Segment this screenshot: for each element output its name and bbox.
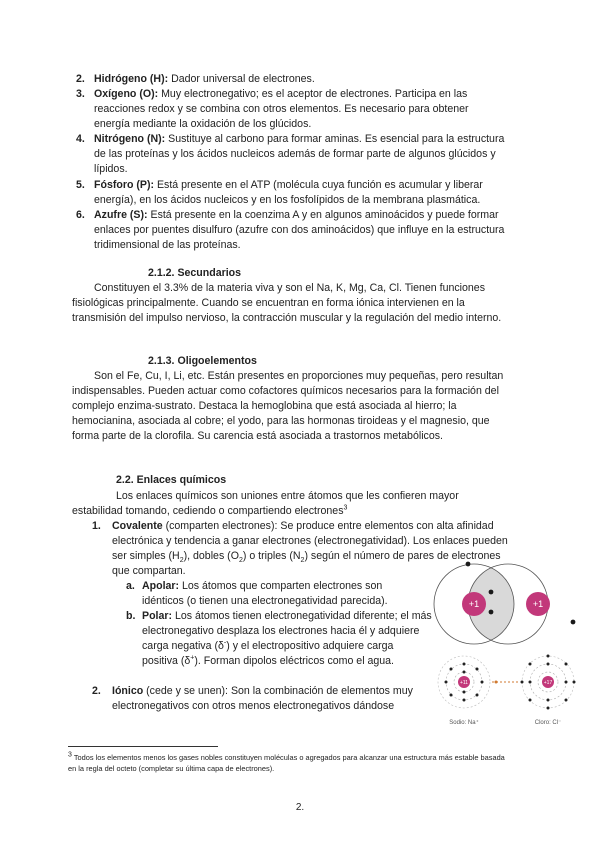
- list-number: 1.: [92, 520, 101, 532]
- sublist-text: ) y el electropositivo adquiere carga positiva (δ: [142, 640, 394, 667]
- nucleus-left-label: +1: [468, 599, 480, 609]
- sodium-atom: [438, 656, 490, 708]
- covalente-text: ) según el número de pares de electrones que compartan.: [112, 550, 501, 577]
- section-heading-secundarios: 2.1.2. Secundarios: [148, 267, 242, 279]
- sublist-term: Apolar:: [142, 580, 180, 592]
- bond-diagram-svg: [430, 556, 600, 736]
- list-term: Azufre (S):: [94, 209, 148, 221]
- paragraph-secundarios: Constituyen el 3.3% de la materia viva y son el Na, K, Mg, Ca, Cl. Tienen funciones fisiológicas principalmente. Cuando se encuentran en forma iónica intervienen en la transmisión del impulso nervioso, la contracción muscular y la regulación del medio interno.: [72, 282, 502, 324]
- list-item: [76, 72, 506, 87]
- list-term: Hidrógeno (H):: [94, 73, 169, 85]
- footnote: [68, 752, 508, 774]
- chlorine-atom: [521, 655, 576, 710]
- superscript: -: [223, 639, 227, 647]
- paragraph-enlaces-intro: [72, 489, 506, 519]
- list-term: Fósforo (P):: [94, 179, 155, 191]
- subscript: 2: [300, 557, 305, 565]
- list-text: Sustituye al carbono para formar aminas. Es esencial para la estructura de las proteínas y los ácidos nucleicos además de formar parte de algunos glúcidos y lípidos.: [94, 133, 505, 175]
- footnote-divider: [68, 746, 218, 747]
- sublist-item-apolar: [126, 579, 418, 609]
- sublist-text: ). Forman dipolos eléctricos como el agua.: [194, 655, 394, 667]
- list-text: Dador universal de electrones.: [168, 73, 315, 85]
- list-term: Iónico: [112, 685, 144, 697]
- list-item-ionico: [92, 684, 430, 714]
- covalente-text: ), dobles (O: [183, 550, 239, 562]
- transferred-electron: [495, 681, 498, 684]
- section-heading-enlaces: 2.2. Enlaces químicos: [116, 474, 227, 486]
- list-term: Nitrógeno (N):: [94, 133, 166, 145]
- chlorine-label: Cloro: Cl⁻: [534, 720, 562, 726]
- list-text: Está presente en la coenzima A y en algunos aminoácidos y puede formar enlaces por puentes disulfuro (azufre con dos aminoácidos) que influye en la estructura tridimensional de las proteínas.: [94, 209, 505, 251]
- list-item: [76, 208, 506, 253]
- sublist-term: Polar:: [142, 610, 173, 622]
- covalente-text: (comparten electrones): Se produce entre elementos con alta afinidad electrónica y tendencia a ganar electrones (electronegatividad). Los enlaces pueden ser simples (H: [112, 520, 508, 562]
- section-heading-oligoelementos: 2.1.3. Oligoelementos: [148, 355, 257, 367]
- footnote-ref[interactable]: 3: [343, 504, 348, 512]
- list-item: [76, 87, 506, 132]
- bond-diagram: [430, 556, 600, 736]
- subscript: 2: [238, 557, 243, 565]
- list-text: Muy electronegativo; es el aceptor de electrones. Participa en las reacciones redox y se combina con otros elementos. Es necesario para obtener energía mediante la oxidación de los glúcidos.: [94, 88, 469, 130]
- paragraph-oligoelementos: Son el Fe, Cu, I, Li, etc. Están presentes en proporciones muy pequeñas, pero resultan indispensables. Pueden actuar como cofactores químicos necesarios para la formación del complejo enzima-sustrato. Destaca la hemoglobina que está asociada al hierro; la hemocianina, asociada al cobre; el yodo, para las hormonas tiroideas y el magnesio, que forma parte de la clorofila. Su carencia está asociada a trastornos metabólicos.: [72, 370, 504, 442]
- list-term: Oxígeno (O):: [94, 88, 159, 100]
- list-number: 6.: [76, 209, 85, 221]
- nucleus-right-label: +1: [532, 599, 544, 609]
- superscript: +: [190, 654, 195, 662]
- footnote-mark: 3: [68, 751, 72, 759]
- sodium-nucleus-label: +11: [459, 680, 469, 686]
- list-number: 2.: [92, 685, 101, 697]
- sublist-item-polar: [126, 609, 432, 669]
- sublist-text: Los átomos tienen electronegatividad diferente; el más electronegativo desplaza los electrones hacia él y adquiere carga negativa (δ: [142, 610, 432, 652]
- list-number: 5.: [76, 179, 85, 191]
- electron: [489, 590, 494, 595]
- electron: [489, 610, 494, 615]
- list-item: [76, 178, 506, 208]
- sublist-letter: a.: [126, 580, 135, 592]
- sodium-label: Sodio: Na⁺: [449, 720, 479, 726]
- covalente-text: ) o triples (N: [242, 550, 301, 562]
- sublist-text: Los átomos que comparten electrones son idénticos (o tienen una electronegatividad parecida).: [142, 580, 388, 607]
- list-number: 3.: [76, 88, 85, 100]
- subscript: 2: [179, 557, 184, 565]
- electron: [466, 562, 471, 567]
- list-text: (cede y se unen): Son la combinación de elementos muy electronegativos con otros menos electronegativos dándose: [112, 685, 413, 712]
- page-number: 2.: [295, 802, 305, 813]
- list-term: Covalente: [112, 520, 163, 532]
- sublist-letter: b.: [126, 610, 136, 622]
- chlorine-nucleus-label: +17: [543, 680, 553, 686]
- intro-text: Los enlaces químicos son uniones entre átomos que les confieren mayor estabilidad tomando, cediendo o compartiendo electrones: [72, 490, 459, 517]
- list-text: Está presente en el ATP (molécula cuya función es acumular y liberar energía), en los ácidos nucleicos y en los fosfolípidos de la membrana plasmática.: [94, 179, 483, 206]
- footnote-text: Todos los elementos menos los gases nobles constituyen moléculas o agregados para alcanzar una estructura más estable basada en la regla del octeto (completar su última capa de electrones).: [68, 753, 505, 773]
- list-item: [76, 132, 506, 177]
- list-number: 4.: [76, 133, 85, 145]
- list-number: 2.: [76, 73, 85, 85]
- electron: [571, 620, 576, 625]
